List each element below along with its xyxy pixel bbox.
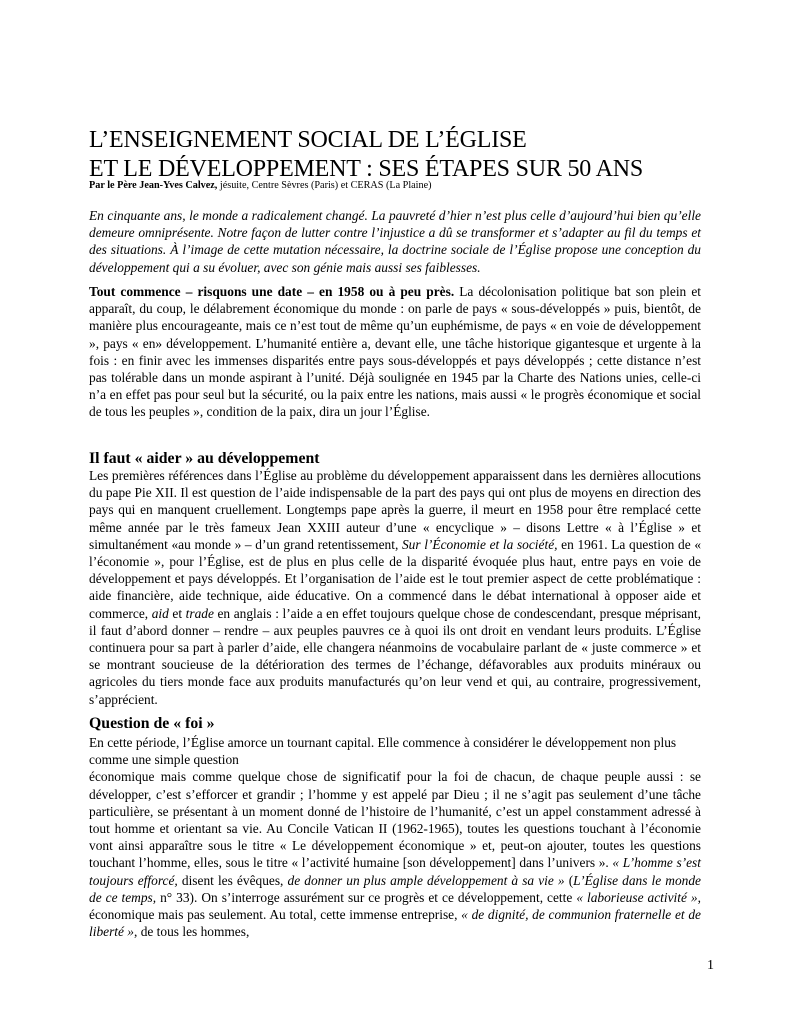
byline [89, 180, 701, 192]
paragraph-2-text-b: en 1961. La question de « l’économie », pour l’Église, est de plus en plus celle de la disparité évoquée plus haut, entre pays en voie de développement et pays développés. Et l’organisation de l’aide est le tout premier aspect de cette problématique : aide financière, aide technique, aide éducative. On a commencé dans le débat international à opposer aide et commerce, [89, 536, 702, 621]
paragraph-2-text-c: en anglais : l’aide a en effet toujours quelque chose de condescendant, presque méprisant, il faut d’abord donner – rendre – aux peuples pauvres ce à quoi ils ont droit en vendant leurs produits. L’Église continuera pour sa part à parler d’aide, elle changera néanmoins de vocabulaire parlant de « juste commerce » et se montrant soucieuse de la détérioration des termes de l’échange, défavorables aux produits minéraux ou agricoles du tiers monde face aux produits manufacturés qu’on leur vend et qui, au contraire, progressivement, s’apprécient. [89, 605, 701, 707]
paragraph-3-text-e: , économique mais pas seulement. Au total, cette immense entreprise, [89, 889, 701, 923]
paragraph-2-text-a: Les premières références dans l’Église au problème du développement apparaissent dans les dernières allocutions du pape Pie XII. Il est question de l’aide indispensable de la part des pays qui ont plus de moyens en direction des pays qui en manquent cruellement. Longtemps pape après la guerre, il meurt en 1958 pour être remplacé cette même année par le très fameux Jean XXIII auteur d’une « encyclique » – disons Lettre « à l’Église » et simultanément «au monde » – d’un grand retentissement, [89, 468, 701, 552]
source-title: L’Église dans le monde de ce temps, [89, 872, 701, 905]
paragraph-1-body: La décolonisation politique bat son plein et apparaît, du coup, le délabrement économique du monde : on parle de pays « sous-développés » puis, bientôt, de manière plus encourageante, mais ce n’est tout de même qu’un euphémisme, de pays « en voie de développement », pays « en» développement. L’humanité entière a, devant elle, une tâche historique gigantesque et urgente à la fois : en finir avec les immenses disparités entre pays sous-développés et pays développés ; cette distance n’est pas tolérable dans un monde aspirant à l’unité. Déjà soulignée en 1945 par la Charte des Nations unies, celle-ci n’a en effet pas pour seul but la sécurité, ou la paix entre les nations, mais aussi « le progrès économique et social de tous les peuples », condition de la paix, dira un jour l’Église. [89, 284, 701, 420]
title-line-2: ET LE DÉVELOPPEMENT : SES ÉTAPES SUR 50 ANS [89, 156, 643, 182]
paragraph-3-first-line: En cette période, l’Église amorce un tournant capital. Elle commence à considérer le développement non plus comme une simple question [89, 735, 677, 768]
quote-3: « laborieuse activité » [576, 889, 698, 905]
title-line-1: L’ENSEIGNEMENT SOCIAL DE L’ÉGLISE [89, 127, 527, 153]
quote-1: « L’homme s’est toujours efforcé, [89, 855, 701, 888]
paragraph-2-and: et [168, 605, 186, 621]
term-aid: aid [151, 605, 169, 621]
encyclical-title: Sur l’Économie et la société, [401, 536, 558, 552]
intro-paragraph: En cinquante ans, le monde a radicalement changé. La pauvreté d’hier n’est plus celle d’aujourd’hui bien qu’elle demeure omniprésente. Notre façon de lutter contre l’injustice a dû se transformer et s’adapter au fil du temps et des situations. À l’image de cette mutation nécessaire, la doctrine sociale de l’Église propose une conception du développement qui a su évoluer, avec son génie mais aussi ses faiblesses. [89, 208, 701, 275]
page-title [89, 126, 701, 184]
paragraph-3-text-d: n° 33). On s’interroge assurément sur ce progrès et ce développement, cette [156, 889, 577, 905]
paragraph-3-text-a: économique mais comme quelque chose de significatif pour la foi de chacun, de chaque peuple aussi : se développer, c’est s’efforcer et grandir ; l’homme y est appelé par Dieu ; il ne s’agit pas seulement d’une tâche particulière, se présentant à un moment donné de l’histoire de l’humanité, c’est un appel constamment adressé à tout homme et orientant sa vie. Au Concile Vatican II (1962-1965), toutes les questions touchant à l’économie vont ainsi apparaître sous le titre « Le développement économique » et, peut-on ajouter, toutes les questions touchant l’homme, elles, sous le titre « l’activité humaine [son développement] dans l’univers ». [89, 769, 701, 871]
paragraph-1 [89, 283, 701, 421]
quote-2: de donner un plus ample développement à sa vie » [287, 872, 565, 888]
paragraph-3-text-f: , de tous les hommes, [134, 924, 250, 940]
paragraph-3 [89, 734, 701, 940]
paragraph-3-text-c: ( [564, 872, 574, 888]
paragraph-3-body [89, 768, 701, 940]
byline-author: Par le Père Jean-Yves Calvez, [89, 180, 218, 191]
quote-4: « de dignité, de communion fraternelle et de liberté » [89, 907, 701, 940]
paragraph-1-lead: Tout commence – risquons une date – en 1958 ou à peu près. [89, 284, 455, 299]
paragraph-2 [89, 467, 701, 708]
term-trade: trade [185, 605, 214, 621]
page-number: 1 [707, 958, 714, 973]
paragraph-3-text-b: disent les évêques, [177, 872, 288, 888]
section-heading-aider: Il faut « aider » au développement [89, 450, 320, 467]
section-heading-foi: Question de « foi » [89, 715, 215, 732]
byline-affiliation: jésuite, Centre Sèvres (Paris) et CERAS (La Plaine) [217, 180, 432, 191]
